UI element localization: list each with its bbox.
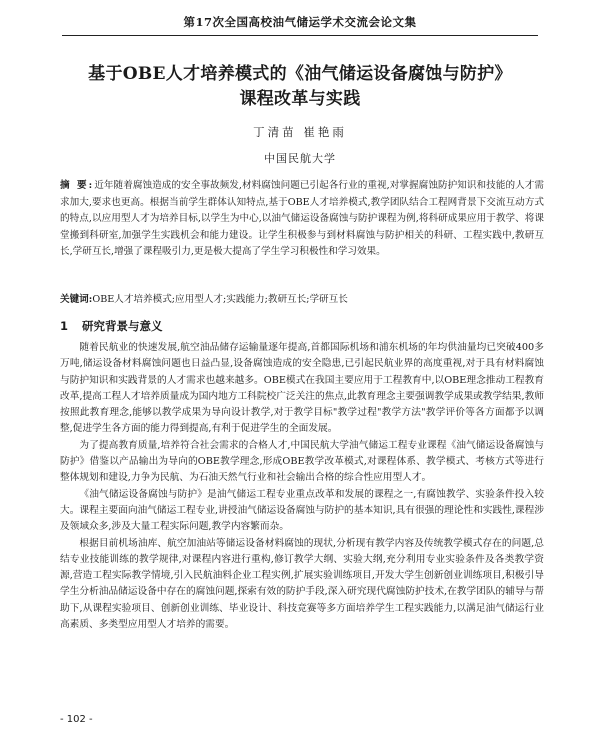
abstract-text: 近年随着腐蚀造成的安全事故频发,材料腐蚀问题已引起各行业的重视,对掌握腐蚀防护知识和技能的人才需求加大,要求也更高。根据当前学生群体认知特点,基于OBE人才培养模式,教学团队结合工程网背景下交流互动方式的特点,以应用型人才为培养目标,以学生为中心,以油气储运设备腐蚀与防护课程为例,将科研成果应用于教学、将课堂搬到科研室,加强学生实践机会和能力建设。让学生积极参与到材料腐蚀与防护相关的科研、工程实践中,教研互长,学研互长,增强了课程吸引力,更是极大提高了学生学习积极性和学习效果。 bbox=[60, 180, 544, 257]
body-text bbox=[60, 340, 544, 633]
abstract bbox=[60, 178, 544, 261]
affiliation: 中国民航大学 bbox=[264, 152, 336, 165]
abstract-label: 摘 要: bbox=[60, 180, 95, 191]
running-head: 第17次全国高校油气储运学术交流会论文集 bbox=[62, 10, 538, 36]
authors: 丁清苗 崔艳雨 bbox=[253, 125, 347, 139]
section-number: 1 bbox=[60, 319, 69, 333]
paragraph: 根据目前机场油库、航空加油站等储运设备材料腐蚀的现状,分析现有教学内容及传统教学模式存在的问题,总结专业技能训练的教学规律,对课程内容进行重构,修订教学大纲、实验大纲,充分利用专业实验条件及各类教学资源,营造工程实际教学情境,引入民航油料企业工程实例,扩展实验训练项目,开发大学生创新创业训练项目,积极引导学生分析油品储运设备中存在的腐蚀问题,探索有效的防护手段,深入研究现代腐蚀防护技术,在教学团队的辅导与帮助下,从课程实验项目、创新创业训练、毕业设计、科技竞赛等多方面培养学生工程实践能力,以满足油气储运行业高素质、多类型应用型人才培养的需要。 bbox=[60, 537, 544, 631]
section-title: 研究背景与意义 bbox=[82, 319, 163, 333]
title-line-2: 课程改革与实践 bbox=[239, 89, 361, 109]
paragraph: 为了提高教育质量,培养符合社会需求的合格人才,中国民航大学油气储运工程专业课程《油气储运设备腐蚀与防护》借鉴以产品输出为导向的OBE教学理念,形成OBE教学改革模式,对课程体系、教学模式、考核方式等进行整体规划和建设,力争为民航、为石油天然气行业和社会输出合格的综合性应用型人才。 bbox=[60, 439, 544, 484]
page-number: - 102 - bbox=[60, 714, 93, 725]
title-line-1: 基于OBE人才培养模式的《油气储运设备腐蚀与防护》 bbox=[88, 64, 512, 84]
paragraph: 《油气储运设备腐蚀与防护》是油气储运工程专业重点改革和发展的课程之一,有腐蚀教学、实验条件投入较大。课程主要面向油气储运工程专业,讲授油气储运设备腐蚀与防护的基本知识,具有很强的理论性和实践性,课程涉及领域众多,涉及大量工程实际问题,教学内容繁而杂。 bbox=[60, 488, 544, 533]
keywords-text: OBE人才培养模式;应用型人才;实践能力;教研互长;学研互长 bbox=[92, 294, 348, 305]
keywords-label: 关键词: bbox=[60, 294, 93, 305]
paragraph: 随着民航业的快速发展,航空油品储存运输量逐年提高,首都国际机场和浦东机场的年均供油量均已突破400多万吨,储运设备材料腐蚀问题也日益凸显,设备腐蚀造成的安全隐患,已引起民航业界的高度重视,对于具有材料腐蚀与防护知识和实践背景的人才需求也越来越多。OBE模式在我国主要应用于工程教育中,以OBE理念推动工程教育改革,提高工程人才培养质量成为国内地方工科院校广泛关注的焦点,此教育理念主要强调教学成果或教学结果,教师按照此教育理念,能够以教学成果为导向设计教学,对于教学目标"教学过程"教学方法"教学评价等各方面都予以调整,促进学生各方面的能力得到提高,有利于促进学生的全面发展。 bbox=[60, 342, 544, 435]
keywords bbox=[60, 292, 544, 307]
section-heading bbox=[60, 318, 163, 334]
paper-title bbox=[40, 62, 560, 112]
